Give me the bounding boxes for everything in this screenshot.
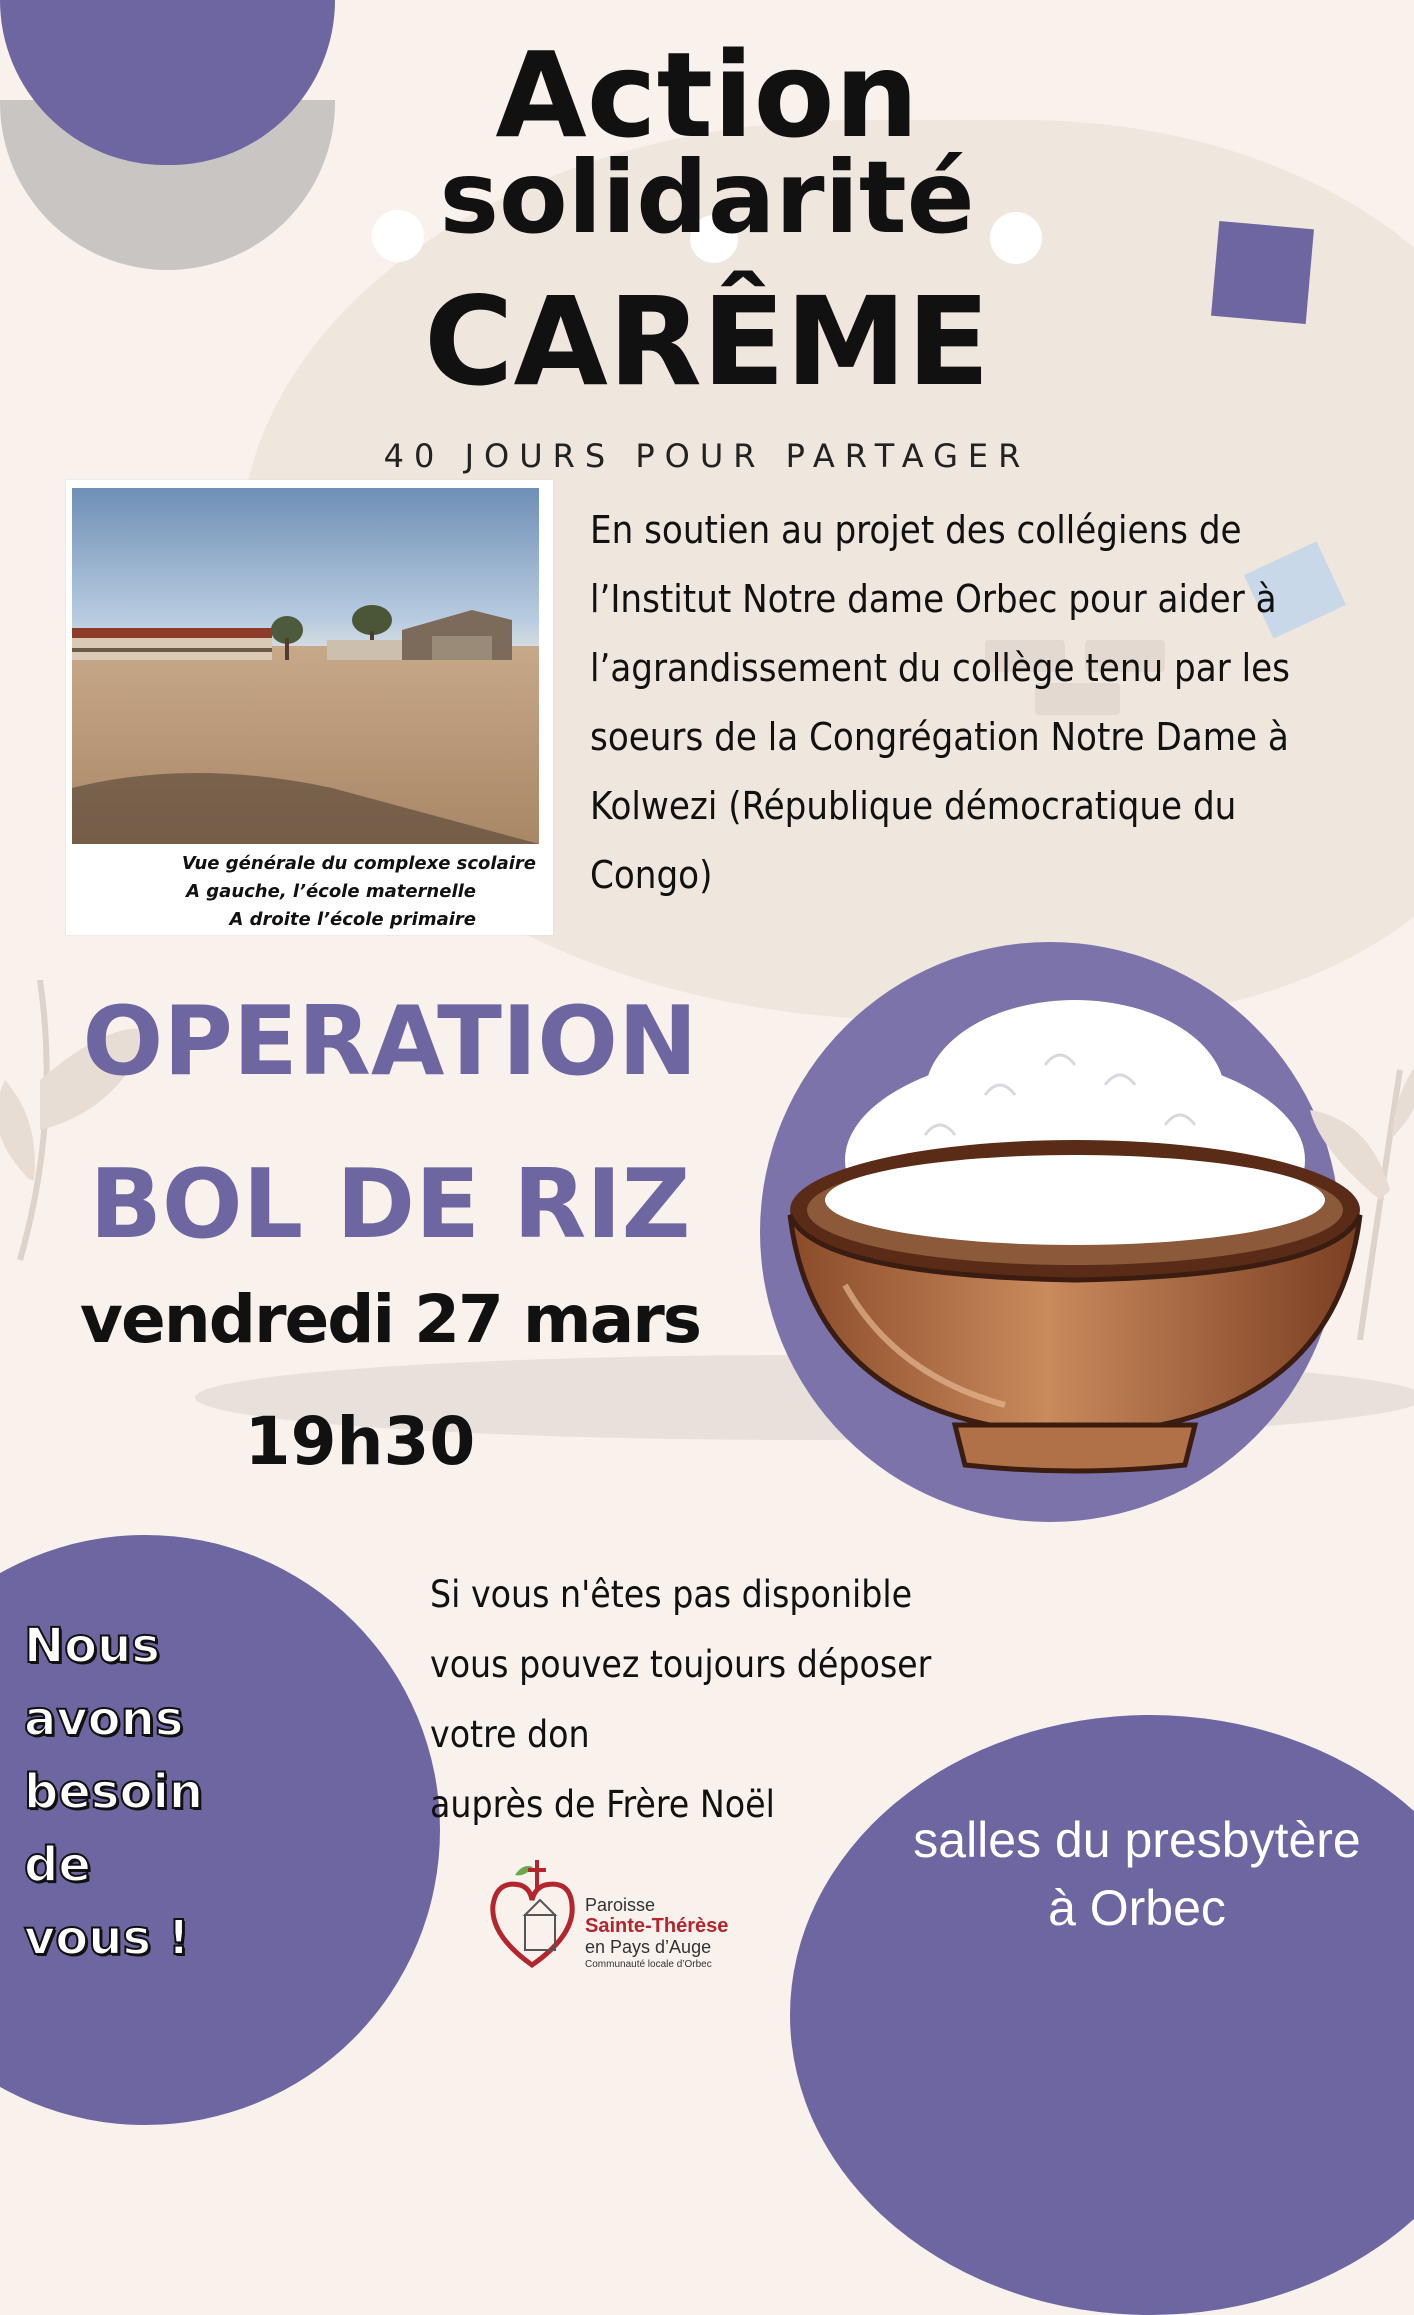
note-line: vous pouvez toujours déposer — [430, 1643, 932, 1686]
intro-line: Kolwezi (République démocratique du — [590, 784, 1237, 828]
event-date: vendredi 27 mars — [79, 1281, 701, 1358]
note-line: auprès de Frère Noël — [430, 1783, 775, 1826]
logo-line4: Communauté locale d’Orbec — [585, 1959, 712, 1970]
badge-line: vous ! — [24, 1910, 190, 1966]
donation-note — [430, 1560, 990, 1840]
photo-caption-line3: A droite l’école primaire — [229, 909, 476, 930]
tagline: 40 JOURS POUR PARTAGER — [383, 437, 1031, 475]
photo-card — [66, 480, 553, 935]
heart-church-icon — [485, 1855, 580, 1975]
photo-caption-line2: A gauche, l’école maternelle — [186, 881, 476, 902]
intro-line: Congo) — [590, 853, 713, 897]
intro-paragraph — [590, 496, 1390, 910]
title-action: Action — [495, 26, 919, 164]
intro-line: En soutien au projet des collégiens de — [590, 508, 1242, 552]
badge-line: besoin — [24, 1764, 204, 1820]
event-title-bol-de-riz: BOL DE RIZ — [89, 1150, 691, 1260]
need-you-badge — [24, 1610, 264, 1975]
badge-line: Nous — [24, 1618, 160, 1674]
rice-bowl-illustration — [775, 985, 1375, 1485]
intro-line: l’Institut Notre dame Orbec pour aider à — [590, 577, 1277, 621]
photo-caption-line1: Vue générale du complexe scolaire — [181, 853, 536, 874]
school-photo — [72, 488, 539, 844]
badge-line: de — [24, 1837, 91, 1893]
parish-logo — [485, 1855, 795, 1985]
title-careme: CARÊME — [424, 271, 990, 413]
location-line1: salles du presbytère — [913, 1812, 1361, 1868]
intro-line: soeurs de la Congrégation Notre Dame à — [590, 715, 1289, 759]
location-line2: à Orbec — [1048, 1880, 1226, 1936]
logo-line2: Sainte-Thérèse — [585, 1915, 729, 1937]
logo-line1: Paroisse — [585, 1895, 656, 1915]
event-time: 19h30 — [244, 1403, 476, 1480]
intro-line: l’agrandissement du collège tenu par les — [590, 646, 1290, 690]
title-solidarite: solidarité — [439, 139, 975, 256]
event-title-operation: OPERATION — [82, 987, 698, 1097]
note-line: Si vous n'êtes pas disponible — [430, 1573, 913, 1616]
logo-line3: en Pays d’Auge — [585, 1937, 712, 1957]
note-line: votre don — [430, 1713, 590, 1756]
badge-line: avons — [24, 1691, 184, 1747]
